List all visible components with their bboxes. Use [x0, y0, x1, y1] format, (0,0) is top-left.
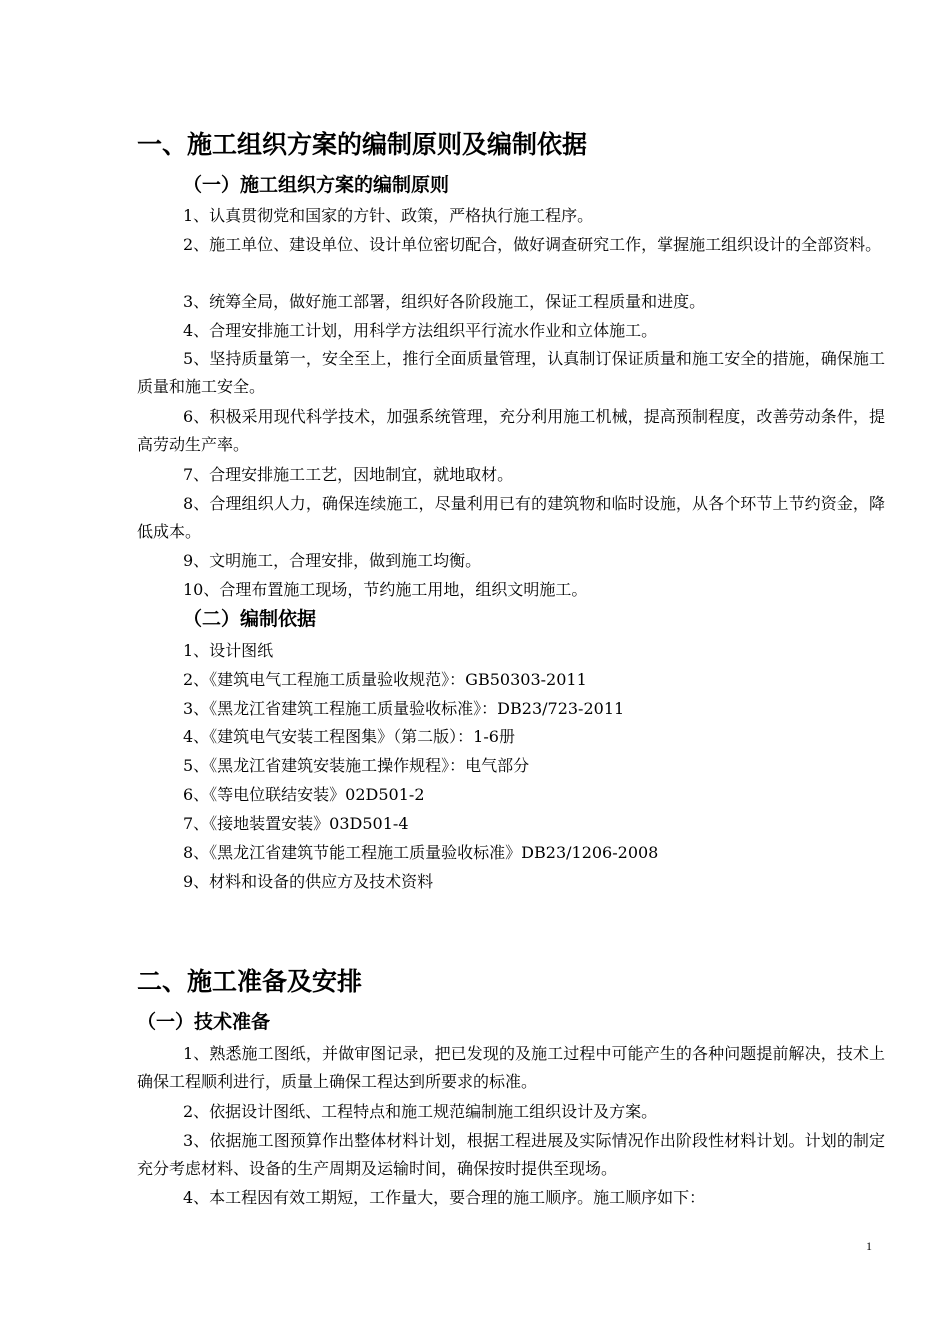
section-1-title: 一、施工组织方案的编制原则及编制依据 — [137, 130, 588, 159]
tech-prep-item: 2、依据设计图纸、工程特点和施工规范编制施工组织设计及方案。 — [183, 1102, 658, 1121]
basis-item: 3、《黑龙江省建筑工程施工质量验收标准》：DB23/723-2011 — [183, 699, 625, 718]
page-number: 1 — [866, 1239, 872, 1253]
basis-item: 6、《等电位联结安装》02D501-2 — [183, 785, 425, 804]
section-1-2-title: （二）编制依据 — [183, 608, 317, 630]
basis-item: 5、《黑龙江省建筑安装施工操作规程》：电气部分 — [183, 756, 530, 775]
basis-item: 2、《建筑电气工程施工质量验收规范》：GB50303-2011 — [183, 670, 587, 689]
principle-item: 5、坚持质量第一，安全至上，推行全面质量管理，认真制订保证质量和施工安全的措施，确保施工质量和施工安全。 — [137, 349, 885, 396]
principle-item: 9、文明施工，合理安排，做到施工均衡。 — [183, 551, 482, 570]
section-1-1-title: （一）施工组织方案的编制原则 — [183, 174, 450, 196]
section-2-title: 二、施工准备及安排 — [137, 967, 363, 996]
principle-item: 8、合理组织人力，确保连续施工，尽量利用已有的建筑物和临时设施，从各个环节上节约资金，降低成本。 — [137, 494, 885, 541]
tech-prep-item: 1、熟悉施工图纸，并做审图记录，把已发现的及施工过程中可能产生的各种问题提前解决，技术上确保工程顺利进行，质量上确保工程达到所要求的标准。 — [137, 1044, 885, 1091]
principle-item: 4、合理安排施工计划，用科学方法组织平行流水作业和立体施工。 — [183, 321, 658, 340]
tech-prep-item: 3、依据施工图预算作出整体材料计划，根据工程进展及实际情况作出阶段性材料计划。计划的制定充分考虑材料、设备的生产周期及运输时间，确保按时提供至现场。 — [137, 1131, 885, 1178]
principle-item: 1、认真贯彻党和国家的方针、政策，严格执行施工程序。 — [183, 206, 594, 225]
basis-item: 1、设计图纸 — [183, 641, 274, 660]
principle-item: 10、合理布置施工现场，节约施工用地，组织文明施工。 — [183, 580, 588, 599]
tech-prep-item: 4、本工程因有效工期短，工作量大，要合理的施工顺序。施工顺序如下： — [183, 1188, 706, 1207]
principle-item: 6、积极采用现代科学技术，加强系统管理，充分利用施工机械，提高预制程度，改善劳动条件，提高劳动生产率。 — [137, 407, 885, 454]
section-2-1-title: （一）技术准备 — [137, 1011, 271, 1033]
principle-item: 3、统筹全局，做好施工部署，组织好各阶段施工，保证工程质量和进度。 — [183, 292, 706, 311]
principle-item: 2、施工单位、建设单位、设计单位密切配合，做好调查研究工作，掌握施工组织设计的全部资料。 — [183, 235, 882, 254]
principle-item: 7、合理安排施工工艺，因地制宜，就地取材。 — [183, 465, 514, 484]
basis-item: 7、《接地装置安装》03D501-4 — [183, 814, 409, 833]
basis-item: 9、材料和设备的供应方及技术资料 — [183, 872, 434, 891]
basis-item: 8、《黑龙江省建筑节能工程施工质量验收标准》DB23/1206-2008 — [183, 843, 659, 862]
basis-item: 4、《建筑电气安装工程图集》（第二版）：1-6册 — [183, 727, 515, 746]
